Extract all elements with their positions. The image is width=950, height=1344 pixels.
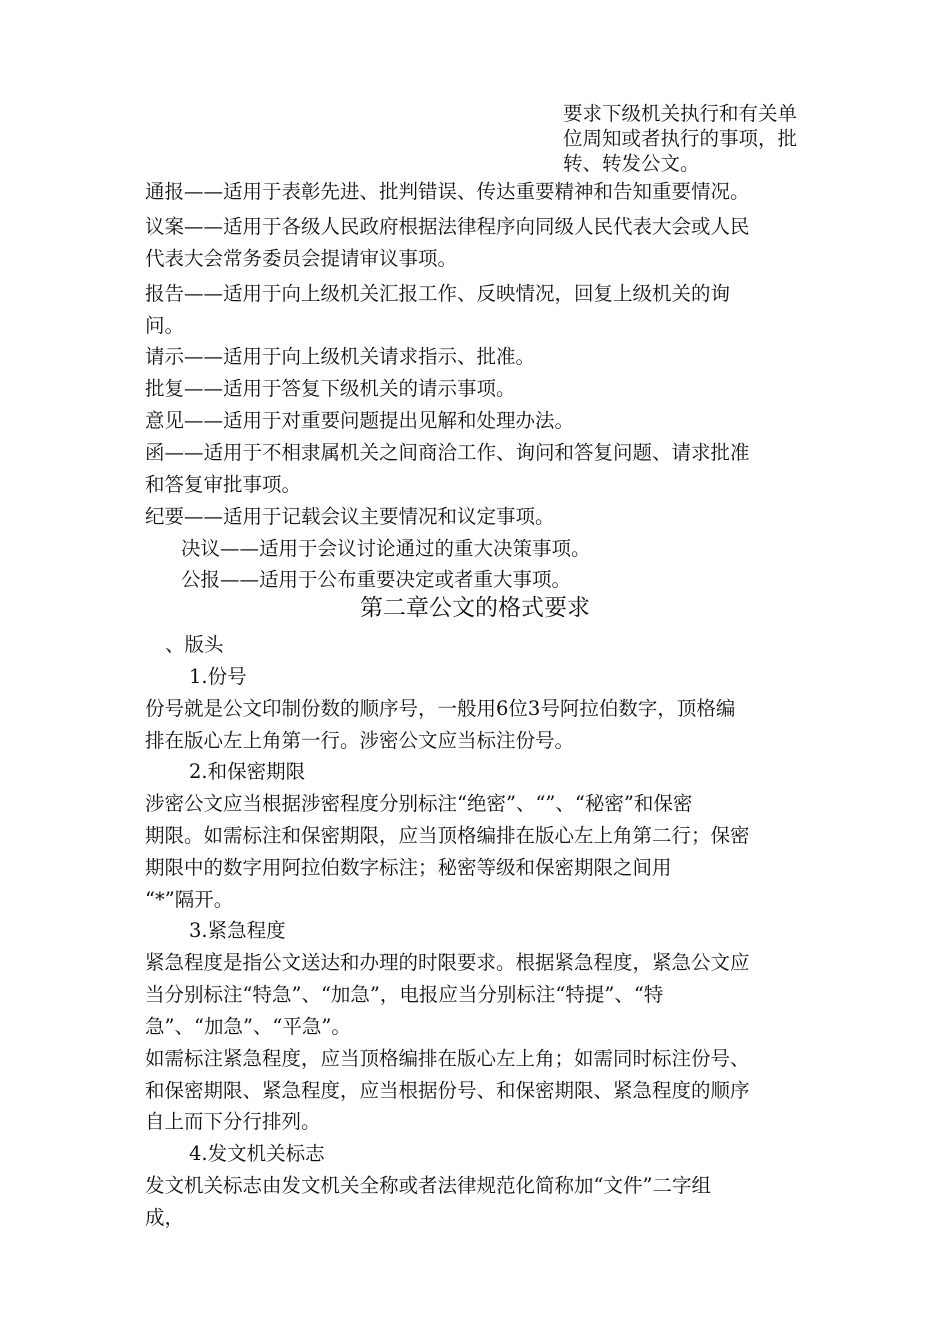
subsection-heading: 2.和保密期限: [189, 760, 306, 783]
subsection-heading: 4.发文机关标志: [189, 1142, 325, 1165]
paragraph-line: 发文机关标志由发文机关全称或者法律规范化简称加“文件”二字组: [145, 1174, 711, 1197]
paragraph-line: 问。: [145, 314, 185, 337]
paragraph-line: 和保密期限、紧急程度，应当根据份号、和保密期限、紧急程度的顺序: [145, 1079, 750, 1102]
paragraph-line: 议案——适用于各级人民政府根据法律程序向同级人民代表大会或人民: [145, 215, 750, 238]
paragraph-line: 紧急程度是指公文送达和办理的时限要求。根据紧急程度，紧急公文应: [145, 951, 750, 974]
paragraph-line: 通报——适用于表彰先进、批判错误、传达重要精神和告知重要情况。: [145, 180, 750, 203]
paragraph-line: “*”隔开。: [145, 888, 234, 911]
paragraph-line: 成，: [145, 1206, 185, 1229]
paragraph-line: 和答复审批事项。: [145, 473, 302, 496]
text-line: 位周知或者执行的事项，批: [563, 127, 798, 150]
paragraph-line: 代表大会常务委员会提请审议事项。: [145, 247, 458, 270]
paragraph-line: 份号就是公文印制份数的顺序号，一般用6位3号阿拉伯数字，顶格编: [145, 697, 736, 720]
paragraph-line: 如需标注紧急程度，应当顶格编排在版心左上角；如需同时标注份号、: [145, 1047, 750, 1070]
subsection-heading: 1.份号: [189, 665, 247, 688]
paragraph-line: 急”、“加急”、“平急”。: [145, 1015, 351, 1038]
paragraph-line: 意见——适用于对重要问题提出见解和处理办法。: [145, 409, 575, 432]
text-line: 要求下级机关执行和有关单: [563, 102, 798, 125]
paragraph-line: 报告——适用于向上级机关汇报工作、反映情况，回复上级机关的询: [145, 282, 731, 305]
paragraph-line: 请示——适用于向上级机关请求指示、批准。: [145, 345, 536, 368]
paragraph-line: 公报——适用于公布重要决定或者重大事项。: [181, 568, 572, 591]
chapter-title: 第二章公文的格式要求: [360, 595, 590, 621]
paragraph-line: 期限中的数字用阿拉伯数字标注；秘密等级和保密期限之间用: [145, 856, 672, 879]
paragraph-line: 自上而下分行排列。: [145, 1110, 321, 1133]
paragraph-line: 决议——适用于会议讨论通过的重大决策事项。: [181, 537, 591, 560]
paragraph-line: 涉密公文应当根据涉密程度分别标注“绝密”、“”、“秘密”和保密: [145, 792, 693, 815]
continued-text-block: [563, 101, 825, 176]
paragraph-line: 期限。如需标注和保密期限，应当顶格编排在版心左上角第二行；保密: [145, 824, 750, 847]
paragraph-line: 当分别标注“特急”、“加急”，电报应当分别标注“特提”、“特: [145, 983, 664, 1006]
paragraph-line: 批复——适用于答复下级机关的请示事项。: [145, 377, 516, 400]
paragraph-line: 纪要——适用于记载会议主要情况和议定事项。: [145, 505, 555, 528]
paragraph-line: 排在版心左上角第一行。涉密公文应当标注份号。: [145, 729, 575, 752]
section-heading: 、版头: [165, 633, 224, 656]
paragraph-line: 函——适用于不相隶属机关之间商洽工作、询问和答复问题、请求批准: [145, 441, 750, 464]
text-line: 转、转发公文。: [563, 152, 700, 175]
subsection-heading: 3.紧急程度: [189, 919, 286, 942]
